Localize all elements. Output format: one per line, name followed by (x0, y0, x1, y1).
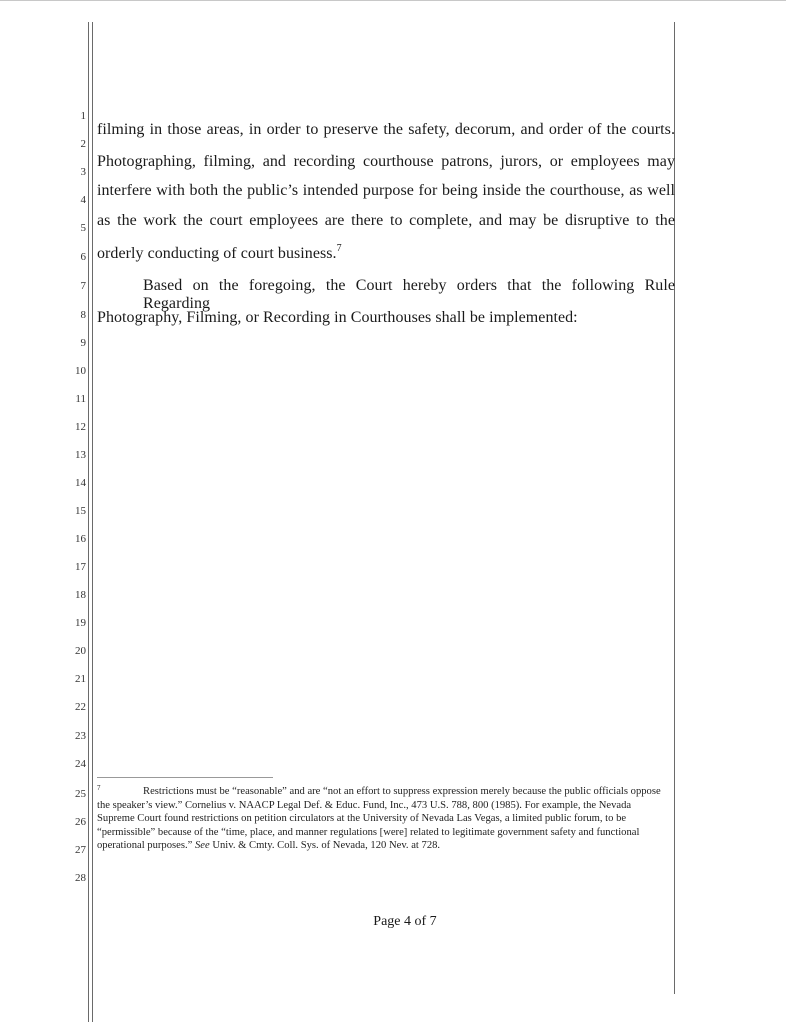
line-number: 4 (80, 194, 86, 206)
line-number: 28 (75, 872, 86, 884)
body-text-line: Photography, Filming, or Recording in Courthouses shall be implemented: (97, 309, 578, 326)
line-number: 9 (80, 337, 86, 349)
line-number: 22 (75, 701, 86, 713)
line-number: 14 (75, 477, 86, 489)
body-text-line: filming in those areas, in order to preserve the safety, decorum, and order of the courts. (97, 121, 675, 138)
line-number: 24 (75, 758, 86, 770)
line-number: 10 (75, 365, 86, 377)
line-number: 23 (75, 730, 86, 742)
footnote-marker: 7 (97, 784, 101, 792)
line-number: 13 (75, 449, 86, 461)
page-number: Page 4 of 7 (373, 914, 437, 929)
line-number: 19 (75, 617, 86, 629)
body-text-segment: orderly conducting of court business. (97, 245, 337, 262)
line-number: 7 (80, 280, 86, 292)
line-number: 20 (75, 645, 86, 657)
line-number: 5 (80, 222, 86, 234)
line-number: 25 (75, 788, 86, 800)
line-number: 15 (75, 505, 86, 517)
page-footer (0, 914, 786, 930)
left-margin-rule (88, 22, 89, 1022)
body-text-line: Photographing, filming, and recording courthouse patrons, jurors, or employees may (97, 153, 675, 170)
line-number: 16 (75, 533, 86, 545)
line-number: 1 (80, 110, 86, 122)
line-number: 27 (75, 844, 86, 856)
footnote-reference: 7 (336, 243, 342, 254)
body-text-line: interfere with both the public’s intended purpose for being inside the courthouse, as well (97, 182, 675, 199)
body-text-line (97, 243, 675, 263)
line-number: 11 (75, 393, 86, 405)
line-number: 6 (80, 251, 86, 263)
line-number: 8 (80, 309, 86, 321)
line-number: 18 (75, 589, 86, 601)
footnote (97, 785, 667, 853)
footnote-separator (97, 777, 273, 778)
body-text-line: Based on the foregoing, the Court hereby orders that the following Rule Regarding (143, 277, 675, 312)
line-number: 12 (75, 421, 86, 433)
line-number: 2 (80, 138, 86, 150)
line-number: 21 (75, 673, 86, 685)
line-number: 17 (75, 561, 86, 573)
footnote-text-part: Univ. & Cmty. Coll. Sys. of Nevada, 120 Nev. at 728. (209, 840, 441, 852)
line-number: 26 (75, 816, 86, 828)
footnote-text (97, 785, 667, 853)
left-margin-rule-inner (92, 22, 93, 1022)
body-text-line: as the work the court employees are there to complete, and may be disruptive to the (97, 212, 675, 229)
line-number: 3 (80, 166, 86, 178)
footnote-text-part: Restrictions must be “reasonable” and are “not an effort to suppress expression merely because the public officials oppose the speaker’s view.” Cornelius v. NAACP Legal Def. & Educ. Fund, Inc., 473 U.S. 788, 800 (1985). For example, the Nevada Supreme Court found restrictions on petition circulators at the University of Nevada Las Vegas, a limited public forum, to be “permissible” because of the “time, place, and manner regulations [were] related to legitimate government safety and functional operational purposes.” (97, 786, 661, 852)
footnote-signal-italic: See (194, 840, 210, 852)
page-top-border (0, 0, 786, 1)
